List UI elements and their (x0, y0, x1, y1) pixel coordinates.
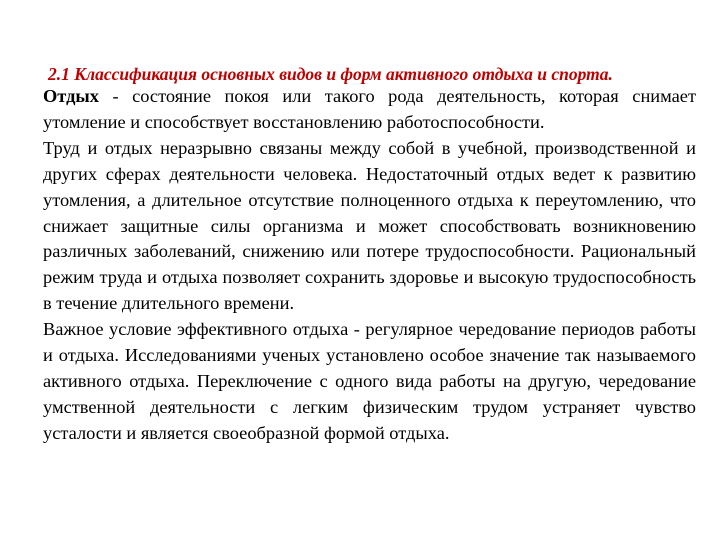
body-text (43, 84, 696, 447)
paragraph-work-and-rest: Труд и отдых неразрывно связаны между собой в учебной, производственной и других сферах деятельности человека. Недостаточный отдых ведет к развитию утомления, а длительное отсутствие полноценного отдыха к переутомлению, что снижает защитные силы организма и может способствовать возникновению различных заболеваний, снижению или потере трудоспособности. Рациональный режим труда и отдыха позволяет сохранить здоровье и высокую трудоспособность в течение длительного времени. (43, 137, 696, 314)
definition-text: - состояние покоя или такого рода деятельность, которая снимает утомление и способствует восстановлению работоспособности. (43, 86, 696, 132)
section-heading: 2.1 Классификация основных видов и форм активного отдыха и спорта. (48, 64, 613, 84)
paragraph-definition (43, 84, 696, 136)
defined-term: Отдых (43, 86, 99, 106)
paragraph-active-rest: Важное условие эффективного отдыха - регулярное чередование периодов работы и отдыха. Исследованиями ученых установлено особое значение так называемого активного отдыха. Переключение с одного вида работы на другую, чередование умственной деятельности с легким физическим трудом устраняет чувство усталости и является своеобразной формой отдыха. (43, 319, 696, 443)
